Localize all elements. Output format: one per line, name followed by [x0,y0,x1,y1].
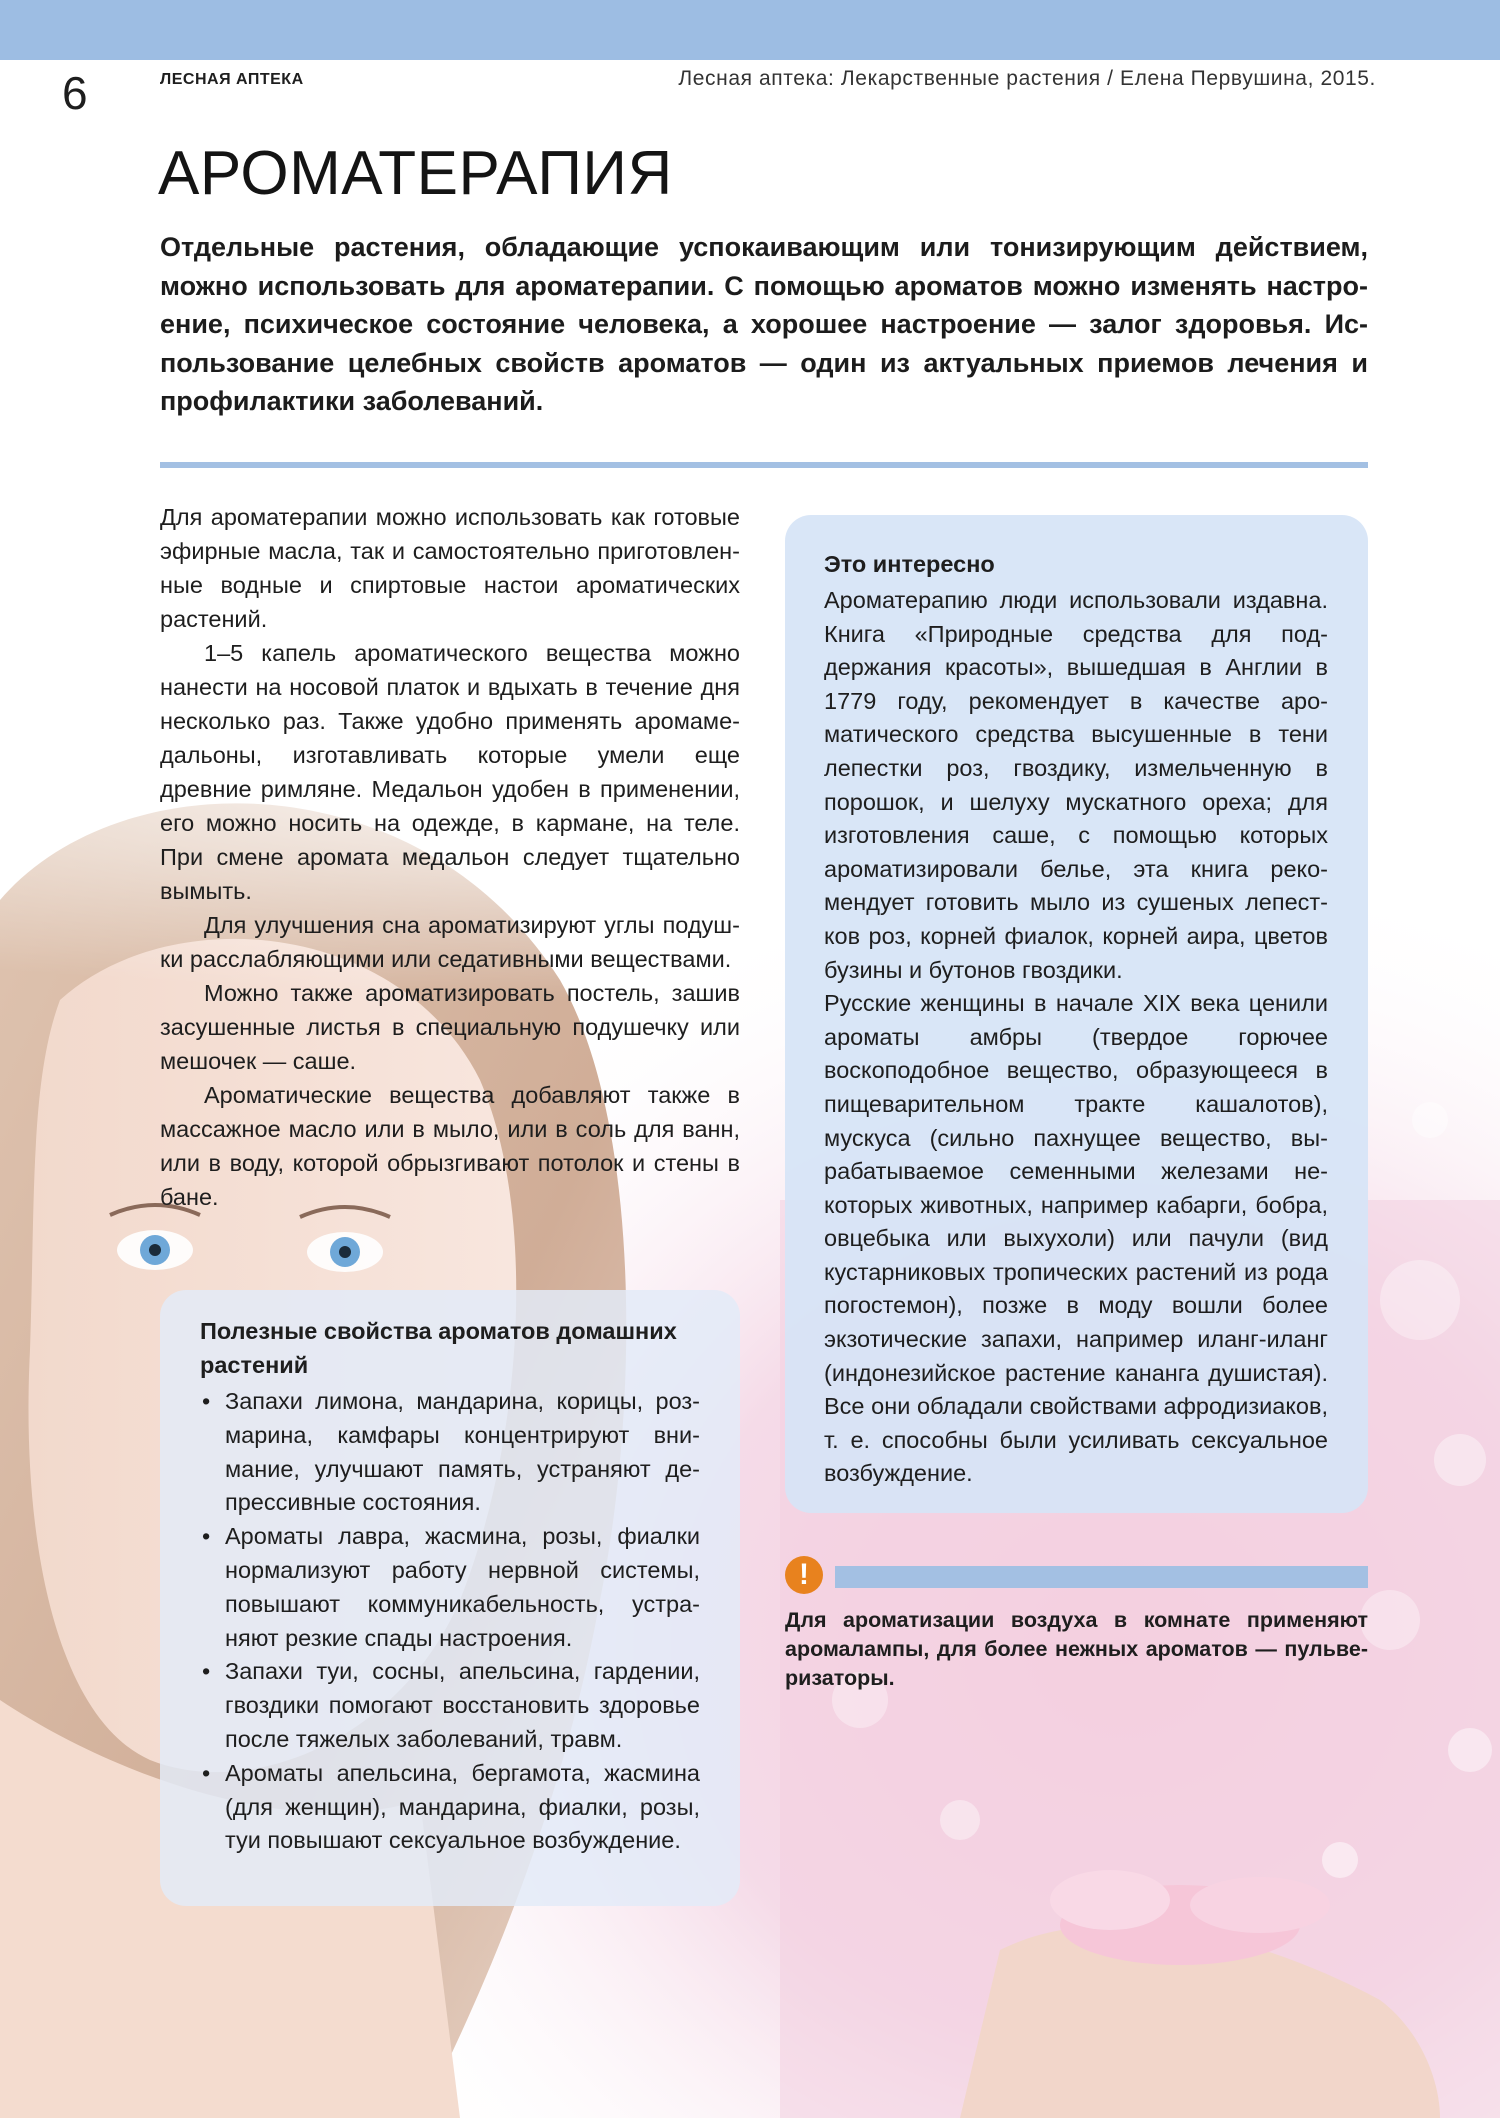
body-paragraph: Ароматические вещества добавляют также в массажное масло или в мыло, или в соль для ванн, или в воду, которой обрызгивают потолок и стены в бане. [160,1082,740,1210]
list-item [200,1757,700,1858]
properties-list [200,1385,700,1858]
section-divider [160,462,1368,468]
body-paragraph: Для улучшения сна ароматизируют углы подушки расслабляющими или седативными веществами. [160,912,740,972]
source-line: Лесная аптека: Лекарственные растения / Елена Первушина, 2015. [678,67,1376,90]
properties-heading: Полезные свойства ароматов домашних растений [200,1318,677,1378]
list-item [200,1385,700,1520]
list-item [200,1520,700,1655]
list-item-text: Ароматы апельсина, бергамота, жасмина (для женщин), мандарина, фиалки, розы, туи повышают сексуальное возбуждение. [225,1759,700,1854]
interesting-fact-heading: Это интересно [824,551,995,577]
body-paragraph: Можно также ароматизировать постель, зашив засушенные листья в специальную подушечку или мешочек — саше. [160,980,740,1074]
interesting-fact-box [785,515,1368,1513]
list-item-text: Запахи туи, сосны, апельсина, гардении, гвоздики помогают восстановить здоровье после тяжелых заболеваний, травм. [225,1658,700,1752]
note-bar [835,1566,1368,1588]
section-label: ЛЕСНАЯ АПТЕКА [160,71,304,88]
bullet: • [202,1759,211,1786]
list-item-text: Запахи лимона, мандарина, корицы, розмарина, камфары концентрируют внимание, улучшают память, устраняют депрессивные состояния. [225,1388,700,1516]
exclamation-icon [785,1556,823,1594]
body-paragraph: Для ароматерапии можно использовать как готовые эфирные масла, так и самостоятельно приготовленные водные и спиртовые настои ароматических растений. [160,504,740,632]
bullet: • [202,1388,211,1414]
list-item-text: Ароматы лавра, жасмина, розы, фиалки нормализуют работу нервной системы, повышают коммуникабельность, устраняют резкие спады настроения. [225,1523,700,1651]
interesting-fact-paragraph: Русские женщины в начале XIX века ценили ароматы амбры (твердое горючее воскоподобное вещество, образующееся в пищеварительном тракте кашалотов), мускуса (сильно пахнущее вещество, вырабатываемое семенными железами некоторых животных, например кабарги, бобра, овцебыка или выхухоли) или пачули (вид кустарниковых тропических растений из рода погостемон), позже в моду вошли более экзотические запахи, например иланг-иланг (индонезийское растение кананга душистая). Все они обладали свойствами афродизиаков, т. е. способны были усиливать сексуальное возбуждение. [824,990,1328,1487]
bullet: • [202,1523,211,1550]
exclamation-glyph: ! [799,1558,809,1591]
properties-box [160,1290,740,1906]
note-text: Для ароматизации воздуха в комнате применяют аромалампы, для более нежных ароматов — пульверизаторы. [785,1608,1368,1690]
page-title: АРОМАТЕРАПИЯ [158,139,673,208]
body-paragraph: 1–5 капель ароматического вещества можно нанести на носовой платок и вдыхать в течение дня несколько раз. Также удобно применять аромамедальоны, изготавливать которые умели еще древние римляне. Медальон удобен в применении, его можно носить на одежде, в кармане, на теле. При смене аромата медальон следует тщательно вымыть. [160,640,740,904]
list-item [200,1655,700,1756]
bullet: • [202,1658,211,1685]
interesting-fact-paragraph: Ароматерапию люди использовали издавна. Книга «Природные средства для поддержания красоты», вышедшая в Англии в 1779 году, рекомендует в качестве ароматического средства высушенные в тени лепестки роз, гвоздику, измельченную в порошок, и шелуху мускатного ореха; для изготовления саше, с помощью которых ароматизировали белье, эта книга рекомендует готовить мыло из сушеных лепестков роз, корней фиалок, корней аира, цветов бузины и бутонов гвоздики. [824,587,1328,983]
top-color-bar [0,0,1500,60]
lead-paragraph: Отдельные растения, обладающие успокаивающим или тонизирующим действием, можно использовать для ароматерапии. С помощью ароматов можно изменять настроение, психическое состояние человека, а хорошее настроение — залог здоровья. Использование целебных свойств ароматов — один из актуальных приемов лечения и профилактики заболеваний. [160,232,1368,416]
page-number: 6 [62,67,88,119]
main-text-column [160,500,740,1214]
